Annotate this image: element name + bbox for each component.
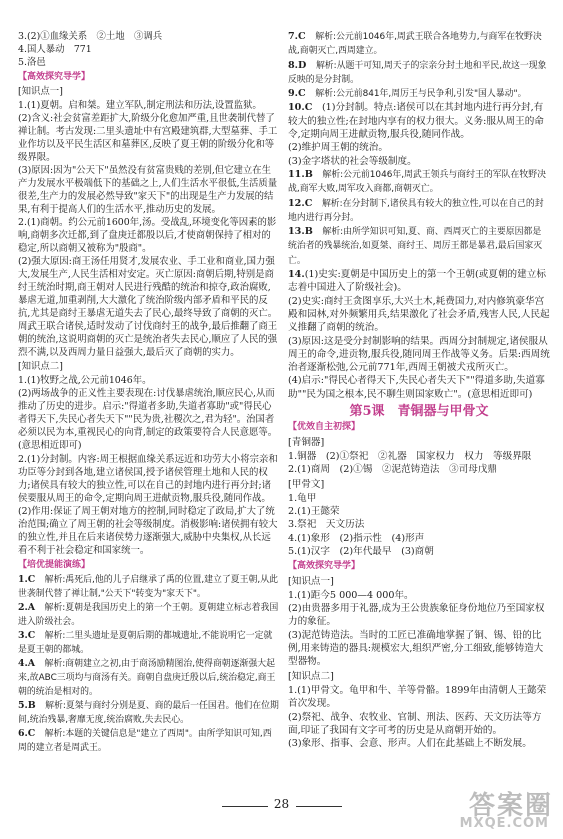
answer-paragraph: (2)作用:保证了周王朝对地方的控制,同时稳定了政局,扩大了统治范围;确立了周王朝的社会等级制度。消极影响:诸侯拥有较大的独立性,并且在后来诸侯势力逐渐强大,威胁中央集权,从长远看不利于社会稳定和国家统一。 — [18, 505, 278, 556]
drill-item — [18, 727, 280, 755]
item-text: 解析:公元前841年,周厉王与民争利,引发"国人暴动"。 — [315, 89, 527, 100]
drill-item — [288, 141, 550, 154]
section-header: 【 培优提能演练 】 — [18, 559, 280, 572]
item-number: 11. — [288, 168, 305, 180]
answer-line: 3.祭祀 天文历法 — [288, 519, 365, 531]
item-number: 13. — [288, 226, 305, 238]
item-text: 解析:禹死后,他的儿子启继承了禹的位置,建立了夏王朝,从此世袭制代替了禅让制,"公天下"转变为"家天下"。 — [18, 574, 278, 599]
answer-line: 4.(1)象形 (2)指示性 (4)形声 — [288, 532, 425, 544]
answer-choice: A — [27, 657, 36, 669]
drill-item — [288, 197, 550, 226]
drill-item — [18, 699, 280, 727]
item-number: 9. — [288, 88, 299, 100]
subsection-header: [ 知识点二 ] — [288, 670, 550, 683]
item-text: (2)维护周王朝的统治。 — [288, 142, 388, 154]
drill-item — [288, 335, 550, 375]
subsection-header: [ 知识点二 ] — [18, 360, 280, 373]
answer-choice: B — [304, 226, 313, 238]
answer-paragraph: 1.(1)距今5 000—4 000年。 — [288, 589, 414, 601]
answer-choice: B — [27, 699, 36, 711]
item-number: 6. — [18, 727, 28, 739]
answer-choice: C — [298, 31, 306, 42]
item-text: 解析:本题的关键信息是"建立了西周"。由所学知识可知,西周的建立者是周武王。 — [18, 728, 272, 753]
item-number: 12. — [288, 197, 305, 209]
drill-item — [288, 225, 550, 268]
answer-paragraph: 1.(1)牧野之战,公元前1046年。 — [18, 375, 152, 387]
answer-line: 2.(1)商周 (2)①锡 ②泥范铸造法 ③司母戊鼎 — [288, 464, 498, 476]
item-text: 解析:商朝建立之初,由于商汤励精图治,使得商朝逐渐强大起来,故ABC三项均与商汤有关。商朝自盘庚迁殷以后,统治稳定,商王朝的统治是相对的。 — [18, 658, 276, 697]
answer-choice: D — [298, 59, 307, 71]
answer-paragraph: (2)祭祀、战争、农牧业、官制、刑法、医药、天文历法等方面,印证了我国有文字可考的历史是从商朝开始的。 — [288, 711, 542, 736]
drill-list — [288, 30, 550, 401]
watermark-logo: 答案圈 — [468, 791, 553, 821]
drill-list — [18, 573, 280, 755]
subsection-header: [ 知识点一 ] — [288, 575, 550, 588]
subsection-header: [ 甲骨文 ] — [288, 478, 550, 491]
section-header: 【 高效探究导学 】 — [18, 71, 280, 84]
answer-choice: C — [304, 197, 313, 209]
item-text: (1)史实:夏朝是中国历史上的第一个王朝(或夏朝的建立标志着中国进入了阶级社会)。 — [288, 269, 546, 294]
text-line: 4.国人暴动 771 — [18, 44, 92, 56]
item-number: 2. — [18, 601, 28, 613]
drill-item — [288, 155, 550, 168]
drill-item — [288, 295, 550, 335]
right-column — [288, 30, 550, 750]
drill-item — [288, 101, 550, 141]
drill-item — [288, 374, 550, 401]
answer-paragraph: 1.(1)夏朝。启和桀。建立军队,制定刑法和历法,设置监狱。 — [18, 100, 262, 112]
item-text: (3)原因:这是受分封制影响的结果。西周分封制规定,诸侯服从周王的命令,进贡物,服兵役,随同周王作战等义务。后果:西周统治者逐渐松弛,公元前771年,西周王朝被犬戎所灭亡。 — [288, 335, 550, 374]
drill-item — [288, 30, 550, 59]
item-text: (2)史实:商纣王贪图享乐,大兴土木,耗费国力,对内修筑豪华宫殿和园林,对外频繁用兵,结果激化了社会矛盾,残害人民,人民起义推翻了商朝的统治。 — [288, 295, 550, 334]
item-number: 3. — [18, 629, 28, 641]
page-rule-right — [296, 806, 342, 807]
section-header: 【 优效自主初探 】 — [288, 421, 550, 434]
drill-item — [18, 573, 280, 601]
drill-item — [18, 601, 280, 629]
answer-paragraph: (2)两场战争的正义性主要表现在:讨伐暴虐统治,顺应民心,从而推动了历史的进步。启示:"得道者多助,失道者寡助"或"得民心者得天下,失民心者失天下""民为贵,社稷次之,君为轻"。治国者必须以民为本,重视民心的向背,制定的政策要符合人民意愿等。(意思相近即可) — [18, 388, 278, 452]
item-number: 4. — [18, 657, 28, 669]
item-text: 解析:公元前1046年,周武王联合各地势力,与商军在牧野决战,商朝灭亡,西周建立。 — [288, 32, 542, 57]
item-text: 解析:在分封制下,诸侯具有较大的独立性,可以在自己的封地内进行再分封。 — [288, 198, 544, 223]
answer-line: 5.(1)汉字 (2)年代最早 (3)商朝 — [288, 545, 434, 557]
item-text: 解析:夏朝是我国历史上的第一个王朝。夏朝建立标志着我国进入阶级社会。 — [18, 602, 279, 627]
left-column — [18, 30, 280, 755]
item-number: 14. — [288, 269, 305, 281]
subsection-header: [ 知识点一 ] — [18, 85, 280, 98]
text-line: 3.(2)①血缘关系 ②土地 ③调兵 — [18, 31, 163, 42]
page-number: 28 — [273, 797, 290, 811]
item-number: 5. — [18, 699, 28, 711]
section-header: 【 高效探究导学 】 — [288, 560, 550, 573]
answer-choice: C — [27, 629, 36, 641]
item-number: 10. — [288, 102, 305, 114]
item-text: 解析:由所学知识可知,夏、商、西周灭亡的主要原因都是统治者的残暴统治,如夏桀、商纣王、周厉王都是暴君,最后国家灭亡。 — [288, 227, 543, 266]
answer-paragraph: (3)原因:因为"公天下"虽然没有贫富贵贱的差别,但它建立在生产力发展水平极端低下的基础之上,人们生活水平很低,生活质量很差,生产力的发展必然导致"家天下"的出现是生产力发展的结果,有利于提高人们的生活水平,推动历史的发展。 — [18, 165, 278, 216]
item-text: 解析:夏桀与商纣分别是夏、商的最后一任国君。他们在位期间,统治残暴,奢靡无度,统治腐败,失去民心。 — [18, 700, 279, 725]
drill-item — [18, 629, 280, 657]
item-text: (3)金字塔状的社会等级制度。 — [288, 155, 417, 167]
answer-paragraph: 2.(1)分封制。内容:周王根据血缘关系远近和功劳大小将宗亲和功臣等分封到各地,建立诸侯国,授予诸侯管理土地和人民的权力;诸侯具有较大的独立性,可以在自己的封地内进行再分封;诸侯要服从周王的命令,定期向周王进献贡物,服兵役,随同作战。 — [18, 453, 278, 504]
item-number: 7. — [288, 31, 299, 42]
drill-item — [18, 657, 280, 699]
item-text: (4)启示:"得民心者得天下,失民心者失天下""得道多助,失道寡助""民为国之根本,民不聊生则国家败亡"。(意思相近即可) — [288, 375, 545, 400]
lesson-title: 第5课 青铜器与甲骨文 — [349, 404, 489, 420]
drill-item — [288, 168, 550, 197]
answer-paragraph: (3)象形、指事、会意、形声。人们在此基础上不断发展。 — [288, 738, 532, 750]
answer-choice: C — [298, 88, 306, 100]
answer-choice: C — [27, 727, 36, 739]
answer-paragraph: 2.(1)商朝。约公元前1600年,汤。受战乱,环境变化等因素的影响,商朝多次迁都,到了盘庚迁都殷以后,才使商朝保持了相对的稳定,所以商朝又被称为"殷商"。 — [18, 217, 277, 255]
drill-item — [288, 268, 550, 295]
subsection-header: [ 青铜器 ] — [288, 436, 550, 449]
answer-paragraph: 1.(1)甲骨文。龟甲和牛、羊等骨骼。1899年由清朝人王懿荣首次发现。 — [288, 684, 547, 710]
item-text: 解析:公元前1046年,周武王领兵与商纣王的军队在牧野决战,商军大败,周军攻入商都,商朝灭亡。 — [288, 169, 547, 195]
answer-paragraph: (2)强大原因:商王汤任用贤才,发展农业、手工业和商业,国力强大,发展生产,人民生活相对安定。灭亡原因:商朝后期,特别是商纣王统治时期,商王朝对人民进行残酷的统治和掠夺,政治腐败,暴虐无道,加重剥削,大大激化了统治阶级内部矛盾和平民的反抗,尤其是商纣王暴虐无道失去了民心,最终导致了商朝的灭亡。周武王联合诸侯,适时发动了讨伐商纣王的战争,最后推翻了商王朝的统治,这说明商朝的灭亡是统治者失去民心,顺应了人民的强烈不满,以及西周力量日益强大,最后灭了商朝的实力。 — [18, 256, 278, 359]
item-number: 1. — [18, 573, 28, 585]
answer-line: 1.铜器 (2)①祭祀 ②礼器 国家权力 权力 等级界限 — [288, 450, 532, 462]
answer-choice: A — [27, 601, 36, 613]
answer-line: 2.(1)王懿荣 — [288, 506, 340, 518]
item-text: 解析:二里头遗址是夏朝后期的都城遗址,不能说明它一定就是夏王朝的都城。 — [18, 630, 273, 655]
item-text: (1)分封制。特点:诸侯可以在其封地内进行再分封,有较大的独立性;在封地内享有的权力很大。义务:服从周王的命令,定期向周王进献贡物,服兵役,随同作战。 — [288, 102, 544, 141]
answer-line: 1.龟甲 — [288, 492, 317, 504]
item-text: 解析:从题干可知,周天子的宗亲分封土地和平民,故这一现象反映的是分封制。 — [288, 60, 547, 85]
answer-paragraph: (2)含义:社会贫富差距扩大,阶级分化愈加严重,且世袭制代替了禅让制。考古发现:二里头遗址中有宫殿建筑群,大型墓葬、手工业作坊以及平民生活区和墓葬区,反映了夏王朝的阶级分化和等级界限。 — [18, 113, 278, 164]
drill-item — [288, 59, 550, 88]
item-number: 8. — [288, 59, 299, 71]
text-line: 5.洛邑 — [18, 57, 46, 69]
answer-paragraph: (2)由贵器多用于礼器,成为王公贵族象征身份地位乃至国家权力的象征。 — [288, 603, 545, 628]
answer-choice: B — [304, 168, 313, 180]
answer-choice: C — [27, 573, 36, 585]
drill-item — [288, 87, 550, 101]
answer-choice: C — [304, 102, 313, 114]
answer-paragraph: (3)泥范铸造法。当时的工匠已准确地掌握了铜、锡、铅的比例,用来铸造的器具:规模宏大,组织严密,分工细致,能够铸造大型器物。 — [288, 629, 544, 668]
watermark-url: MXQE.COM — [459, 816, 549, 831]
